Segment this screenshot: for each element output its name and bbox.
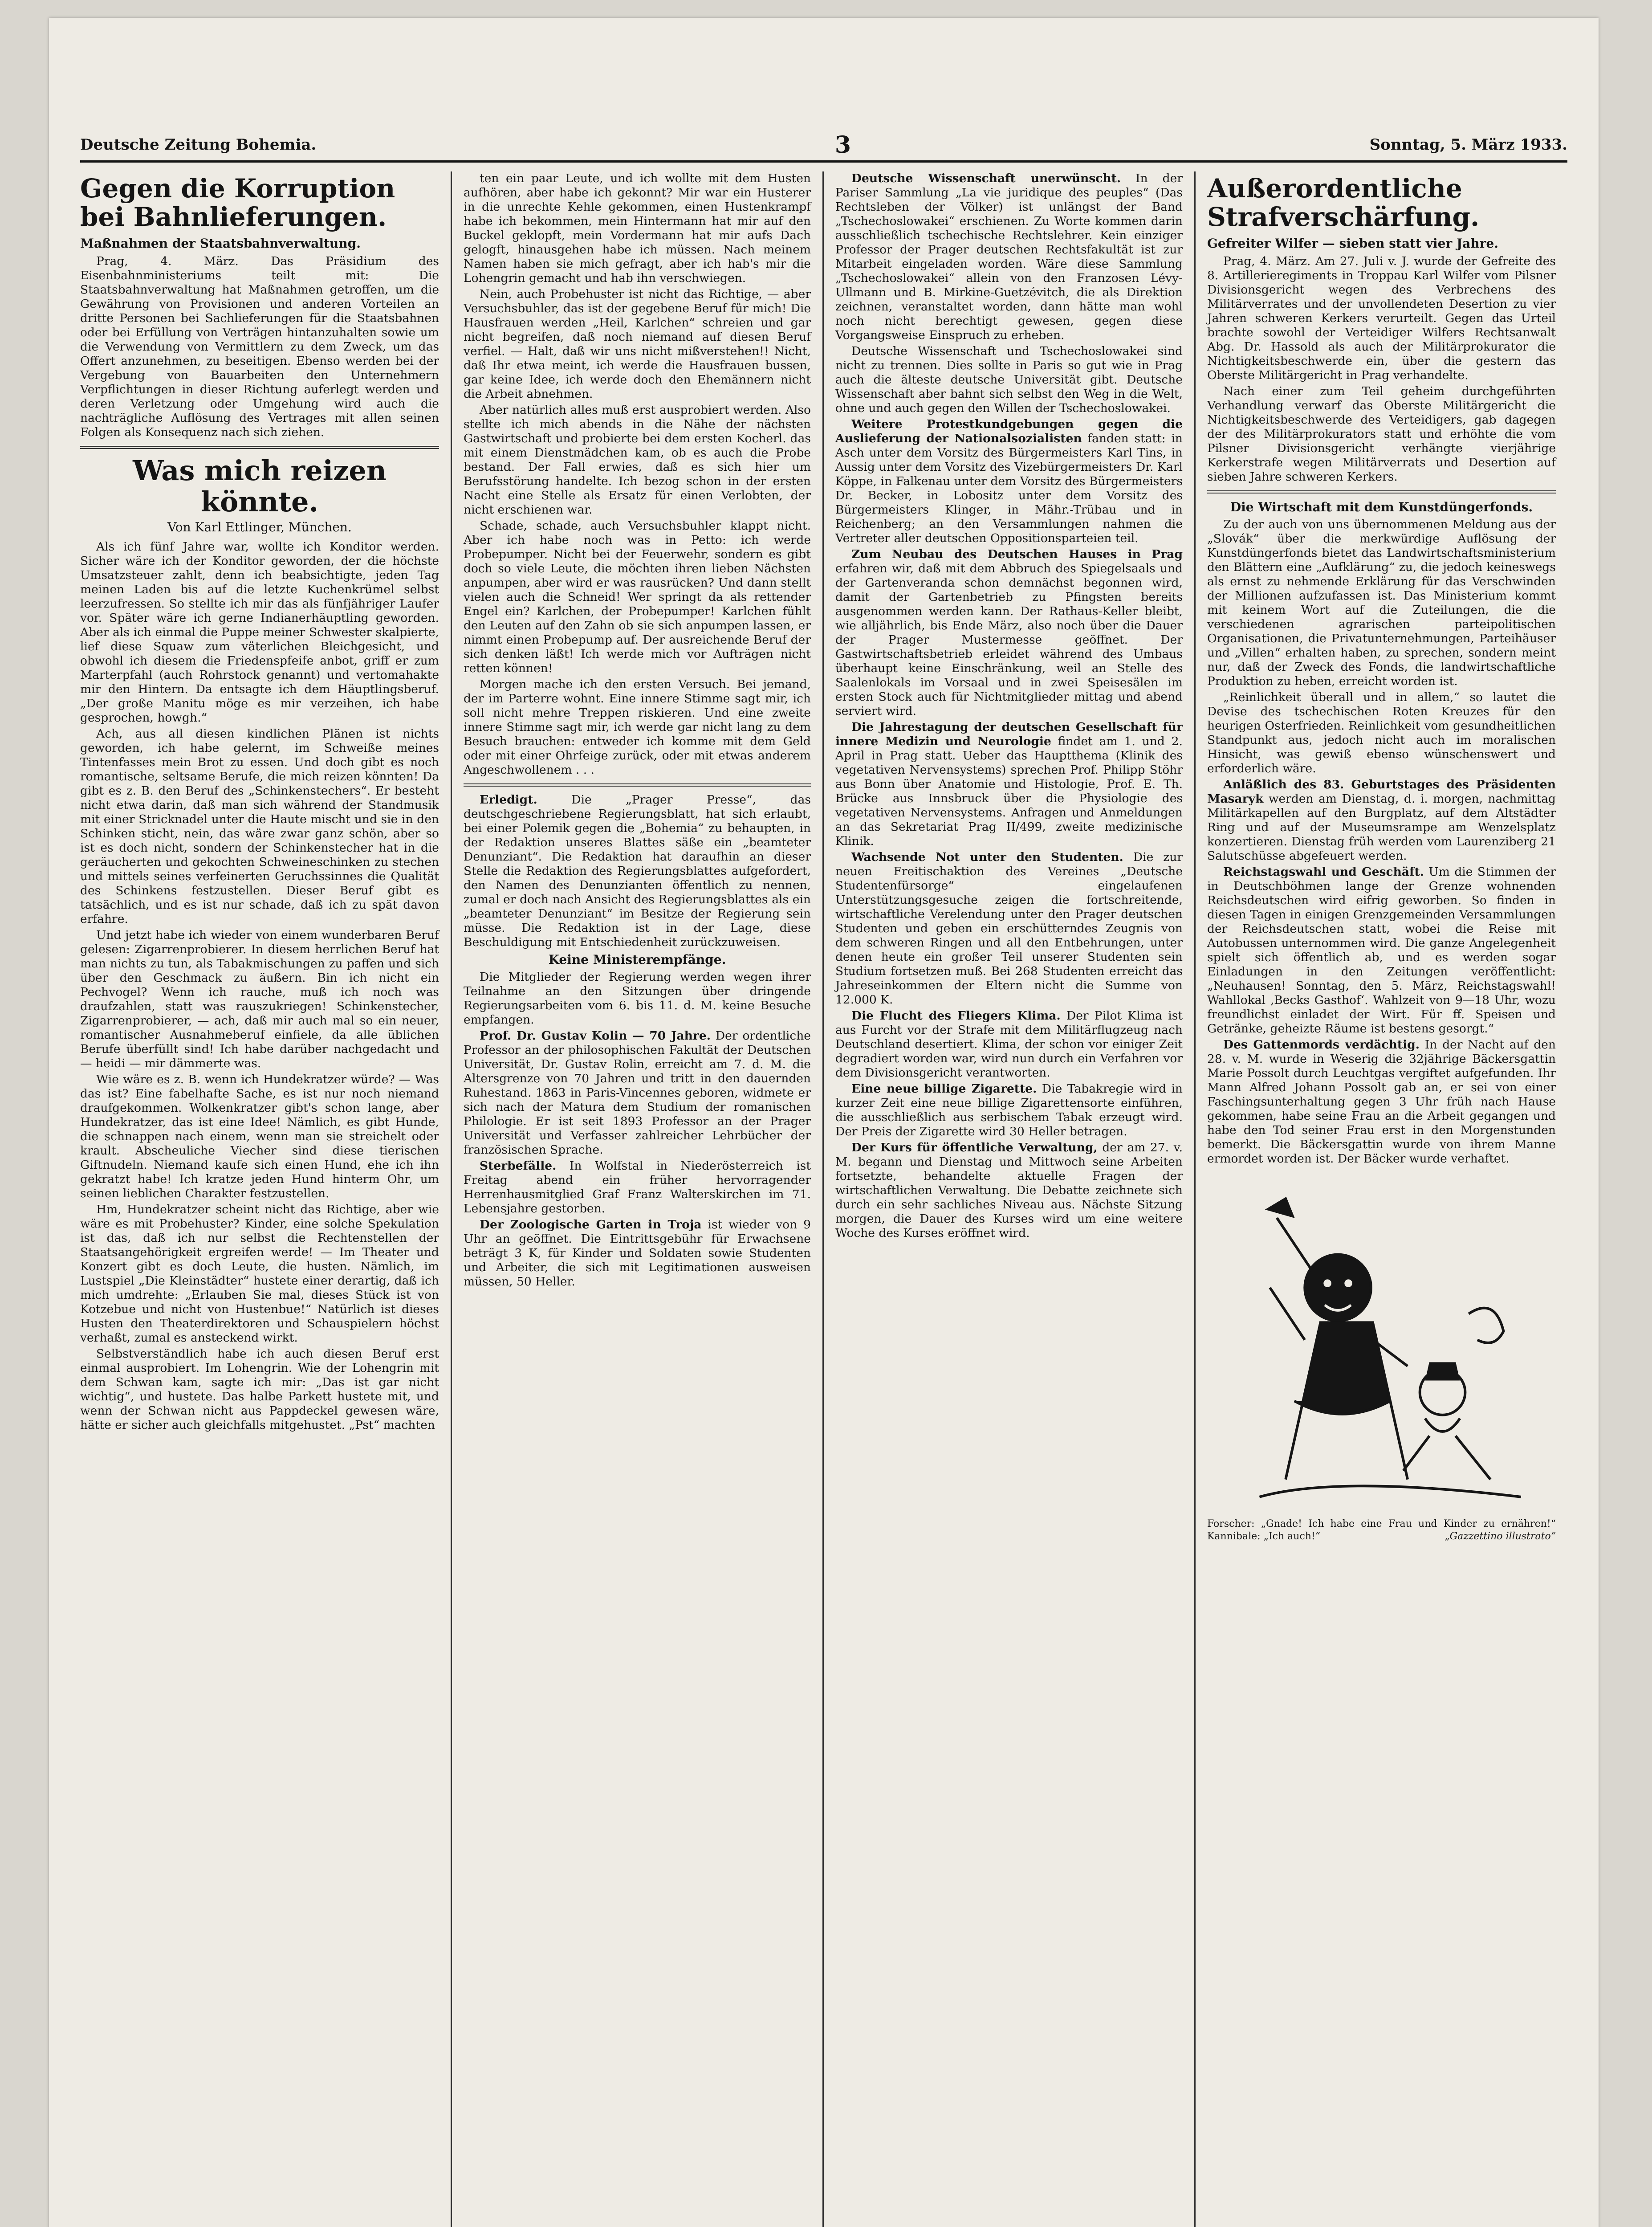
issue-date: Sonntag, 5. März 1933. <box>1369 136 1567 154</box>
news-item-head: Erledigt. <box>480 793 537 807</box>
news-item-head: Prof. Dr. Gustav Kolin — 70 Jahre. <box>480 1029 711 1043</box>
news-item <box>835 171 1183 343</box>
feuilleton-paragraph: Als ich fünf Jahre war, wollte ich Konditor werden. Sicher wäre ich der Konditor geworden, der die höchste Umsatzsteuer zahlt, denn ich beabsichtigte, jeden Tag meinen Laden bis auf die letzte Kuchenkrümel selbst leerzufressen. So stellte ich mir das als fünfjähriger Laufer vor. Später wäre ich gerne Indianerhäuptling geworden. Aber als ich einmal die Puppe meiner Schwester skalpierte, lief diese Squaw zum väterlichen Bleichgesicht, und obwohl ich diesem die Friedenspfeife anbot, griff er zum Marterpfahl (auch Rohrstock genannt) und vertomahakte mir den Hintern. Da entsagte ich dem Häuptlingsberuf. „Der große Manitu möge es mir verzeihen, ich habe gesprochen, howgh.“ <box>80 540 439 725</box>
news-item-head: Keine Ministerempfänge. <box>548 952 726 967</box>
news-item <box>835 1082 1183 1139</box>
news-item-text: Zu der auch von uns übernommenen Meldung aus der „Slovák“ über die merkwürdige Auflösung der Kunstdüngerfonds bietet das Landwirtschaftsministerium den Blättern eine „Aufklärung“ zu, die jedoch keineswegs als ernst zu nehmende Erklärung für das Verschwinden der Millionen aufzufassen ist. Das Ministerium kommt mit keinem Wort auf die Zuteilungen, die die verschiedenen agrarischen parteipolitischen Organisationen, die Privatunternehmungen, Parteihäuser und „Villen“ erhalten haben, zu sprechen, sondern meint nur, daß der Zweck des Fonds, die landwirtschaftliche Produktion zu heben, erreicht worden ist. <box>1207 518 1556 688</box>
news-item-text: der am 27. v. M. begann und Dienstag und Mittwoch seine Arbeiten fortsetzte, behandelte aktuelle Fragen der wirtschaftlichen Verwaltung. Die Debatte zeichnete sich durch ein sehr sachliches Niveau aus. Nächste Sitzung morgen, die Dauer des Kurses wird um eine weitere Woche des Kurses eröffnet wird. <box>835 1141 1183 1240</box>
cartoon-source: „Gazzettino illustrato“ <box>1444 1531 1556 1542</box>
feuilleton-paragraph: Nein, auch Probehuster ist nicht das Richtige, — aber Versuchsbuhler, das ist der gegebene Beruf für mich! Die Hausfrauen werden „Heil, Karlchen“ schreien und gar nicht begreifen, daß noch niemand auf diesen Beruf verfiel. — Halt, daß wir uns nicht mißverstehen!! Nicht, daß Ihr etwa meint, ich werde die Hausfrauen bussen, gar keine Idee, ich werde doch den Ehemännern nicht die Arbeit abnehmen. <box>464 287 811 401</box>
news-item <box>835 417 1183 546</box>
news-item-head: Die Flucht des Fliegers Klima. <box>851 1009 1061 1023</box>
article-columns <box>80 171 1567 2227</box>
news-item <box>835 547 1183 718</box>
column-1 <box>80 171 452 2227</box>
news-item-head: Des Gattenmords verdächtig. <box>1223 1038 1420 1052</box>
news-item <box>835 1141 1183 1240</box>
news-item <box>464 1029 811 1157</box>
news-item <box>835 720 1183 848</box>
news-item-text: werden am Dienstag, d. i. morgen, nachmittag Militärkapellen auf den Burgplatz, auf dem Altstädter Ring und auf der Museumsrampe am Wenzelsplatz konzertieren. Dienstag früh werden vom Laurenziberg 21 Salutschüsse abgefeuert werden. <box>1207 792 1556 863</box>
news-item-head: Anläßlich des 83. Geburtstages des Präsidenten Masaryk <box>1207 778 1556 806</box>
news-item-text: In der Pariser Sammlung „La vie juridique des peuples“ (Das Rechtsleben der Völker) ist unlängst der Band „Tschechoslowakei“ erschienen. Zu Worte kommen darin ausschließlich tschechische Rechtslehrer. Kein einziger Professor der Prager deutschen Rechtsfakultät ist zur Mitarbeit eingeladen worden. Wäre diese Sammlung „Tschechoslowakei“ allein von den Franzosen Lévy-Ullmann und B. Mirkine-Guetzévitch, die als Direktion zeichnen, veranstaltet worden, dann hätte man wohl noch nicht berechtigt gewesen, gegen diese Vorgangsweise Einspruch zu erheben. <box>835 171 1183 342</box>
news-item-head: Die Jahrestagung der deutschen Gesellschaft für innere Medizin und Neurologie <box>835 720 1183 748</box>
news-item-head: Weitere Protestkundgebungen gegen die Auslieferung der Nationalsozialisten <box>835 417 1183 445</box>
cartoon-illustration-icon <box>1207 1179 1556 1518</box>
article-paragraph: Prag, 4. März. Am 27. Juli v. J. wurde der Gefreite des 8. Artillerieregiments in Troppau Karl Wilfer vom Pilsner Divisionsgericht wegen des Verbrechens des Militärverrates und der unvollendeten Desertion zu vier Jahren schweren Kerkers verurteilt. Gegen das Urteil brachte sowohl der Verteidiger Wilfers Rechtsanwalt Abg. Dr. Hassold als auch der Militärprokurator die Nichtigkeitsbeschwerde ein, über die gestern das Oberste Militärgericht in Prag verhandelte. <box>1207 254 1556 382</box>
news-item <box>464 793 811 950</box>
news-item-text: Die zur neuen Freitischaktion des Vereines „Deutsche Studentenfürsorge“ eingelaufenen Unterstützungsgesuche zeigen die fortschreitende, wirtschaftliche Verelendung unter den Prager deutschen Studenten und geben ein erschütterndes Zeugnis von dem schweren Ringen und all den Entbehrungen, unter denen heute ein großer Teil unserer Studenten sein Studium fortsetzen muß. Bei 268 Studenten erreicht das Jahreseinkommen der Eltern nicht die Summe von 12.000 K. <box>835 850 1183 1007</box>
news-item-text: Der ordentliche Professor an der philosophischen Fakultät der Deutschen Universität, Dr. Gustav Rolin, erreicht am 7. d. M. die Altersgrenze von 70 Jahren und tritt in den dauernden Ruhestand. 1863 in Paris-Vincennes geboren, widmete er sich nach der Matura dem Studium der romanischen Philologie. Er ist seit 1893 Professor an der Prager Universität und Verfasser zahlreicher Lehrbücher der französischen Sprache. <box>464 1029 811 1157</box>
news-item-head: Wachsende Not unter den Studenten. <box>851 850 1123 864</box>
news-item <box>1207 865 1556 1036</box>
news-item-text: In der Nacht auf den 28. v. M. wurde in Weserig die 32jährige Bäckersgattin Marie Possolt durch Leuchtgas vergiftet aufgefunden. Ihr Mann Alfred Johann Possolt gab an, er sei von einer Faschingsunterhaltung gegen 3 Uhr früh nach Hause gekommen, habe seine Frau an die Arbeit gegangen und habe den Tod seiner Frau erst in den Morgenstunden bemerkt. Die Bäckersgattin wurde von ihrem Manne ermordet worden ist. Der Bäcker wurde verhaftet. <box>1207 1038 1556 1166</box>
page-header <box>80 129 1567 163</box>
article-korruption-body: Prag, 4. März. Das Präsidium des Eisenbahnministeriums teilt mit: Die Staatsbahnverwaltung hat Maßnahmen getroffen, um die Gewährung von Provisionen und anderen Vorteilen an dritte Personen bei Sachlieferungen für die Staatsbahnen oder bei Erfüllung von Verträgen hintanzuhalten sowie um die Verwendung von Vermittlern zu dem Zweck, um das Offert anzunehmen, zu beseitigen. Ebenso werden bei der Vergebung von Bauarbeiten den Unternehmern Verpflichtungen in dieser Richtung auferlegt werden und deren Verletzung oder Umgehung wird auch die nachträgliche Auflösung des Vertrages mit allen seinen Folgen als Konsequenz nach sich ziehen. <box>80 254 439 439</box>
news-item-text: Die „Prager Presse“, das deutschgeschriebene Regierungsblatt, hat sich erlaubt, bei einer Polemik gegen die „Bohemia“ zu behaupten, in der Redaktion unseres Blattes säße ein „beamteter Denunziant“. Die Redaktion hat daraufhin an dieser Stelle die Redaktion des Regierungsblattes aufgefordert, den Namen des Denunzianten öffentlich zu nennen, zumal er doch nach Ansicht des Regierungsblattes als ein „beamteter Denunziant“ im Besitze der Regierung sein müsse. Die Redaktion ist in der Lage, diese Beschuldigung mit Entschiedenheit zurückzuweisen. <box>464 793 811 949</box>
news-item-head: Eine neue billige Zigarette. <box>851 1082 1037 1096</box>
column-divider <box>464 783 811 787</box>
cartoon-caption <box>1207 1518 1556 1543</box>
news-item <box>835 850 1183 1007</box>
column-divider <box>1207 490 1556 494</box>
news-item-text: Um die Stimmen der in Deutschböhmen lange der Grenze wohnenden Reichsdeutschen wird eifrig geworben. So finden in diesen Tagen in einigen Grenzgemeinden Versammlungen der Reichsdeutschen statt, wobei die Reise mit Autobussen unternommen wird. Die ganze Angelegenheit spielt sich öffentlich ab, und es werden sogar Einladungen in den Zeitungen veröffentlicht: „Neuhausen! Sonntag, den 5. März, Reichstagswahl! Wahllokal ‚Becks Gasthof‘. Wahlzeit von 9—18 Uhr, wozu freundlichst einladet der Wirt. Für ff. Speisen und Getränke, geheizte Räume ist bestens gesorgt.“ <box>1207 865 1556 1036</box>
page-number: 3 <box>834 131 851 159</box>
news-item <box>464 1159 811 1216</box>
news-item-text: Die Tabakregie wird in kurzer Zeit eine neue billige Zigarettensorte einführen, die ausschließlich aus serbischem Tabak erzeugt wird. Der Preis der Zigarette wird 30 Heller betragen. <box>835 1082 1183 1138</box>
news-item-head: Sterbefälle. <box>480 1159 557 1173</box>
news-item-text: ist wieder von 9 Uhr an geöffnet. Die Eintrittsgebühr für Erwachsene beträgt 3 K, für Kinder und Soldaten sowie Studenten und Arbeiter, die sich mit Legitimationen ausweisen müssen, 50 Heller. <box>464 1218 811 1289</box>
news-item-text: findet am 1. und 2. April in Prag statt. Ueber das Hauptthema (Klinik des vegetativen Nervensystems) sprechen Prof. Philipp Stöhr aus Bonn über Anatomie und Histologie, Prof. E. Th. Brücke aus Innsbruck über die Physiologie des vegetativen Nervensystems. Anfragen und Anmeldungen an das Sekretariat Prag II/499, zweite medizinische Klinik. <box>835 734 1183 848</box>
subheadline-staatsbahn: Maßnahmen der Staatsbahnverwaltung. <box>80 236 361 251</box>
news-item <box>1207 778 1556 863</box>
news-item-head: Reichstagswahl und Geschäft. <box>1223 865 1424 879</box>
news-item-text: Die Mitglieder der Regierung werden wegen ihrer Teilnahme an den Sitzungen über dringende Regierungsarbeiten vom 6. bis 11. d. M. keine Besuche empfangen. <box>464 970 811 1027</box>
news-item-head: Die Wirtschaft mit dem Kunstdüngerfonds. <box>1230 500 1533 514</box>
news-item-text: „Reinlichkeit überall und in allem,“ so lautet die Devise des tschechischen Roten Kreuzes für den heurigen Osterfrieden. Reinlichkeit vom gesundheitlichen Standpunkt aus, jedoch nicht auch im moralischen Hinsicht, was gewiß ebenso wünschenswert und erforderlich wäre. <box>1207 690 1556 775</box>
feuilleton-paragraph: Morgen mache ich den ersten Versuch. Bei jemand, der im Parterre wohnt. Eine innere Stimme sagt mir, ich soll nicht mehre Treppen riskieren. Und eine zweite innere Stimme sagt mir, ich werde gar nicht lang zu dem Besuch brauchen: entweder ich komme mit dem Geld oder mit einer Ohrfeige zurück, oder mit etwas anderem Angeschwollenem . . . <box>464 677 811 777</box>
feuilleton-paragraph: Und jetzt habe ich wieder von einem wunderbaren Beruf gelesen: Zigarrenprobierer. In diesem herrlichen Beruf hat man nichts zu tun, als Tabakmischungen zu paffen und sich über den Geschmack zu äußern. Bin ich nicht ein Pechvogel? Wenn ich rauche, muß ich noch was draufzahlen, statt was rauszukriegen! Schinkenstecher, Zigarrenprobierer, — ach, daß mir auch mal so ein neuer, romantischer Ausnahmeberuf einfiele, da alle üblichen Berufe überfüllt sind! Ich habe darüber nachgedacht und — heidi — mir dämmerte was. <box>80 928 439 1070</box>
feuilleton-title: Was mich reizen könnte. <box>133 454 387 518</box>
news-item-text: In Wolfstal in Niederösterreich ist Freitag abend ein früher hervorragender Herrenhausmitglied Graf Franz Walterskirchen im 71. Lebensjahre gestorben. <box>464 1159 811 1215</box>
cartoon <box>1207 1179 1556 1543</box>
news-item-head: Zum Neubau des Deutschen Hauses in Prag <box>851 547 1183 561</box>
column-divider <box>80 446 439 449</box>
feuilleton-paragraph: Ach, aus all diesen kindlichen Plänen ist nichts geworden, ich habe gelernt, im Schweiße meines Tintenfasses mein Brot zu essen. Und doch gibt es noch romantische, seltsame Berufe, die mich reizen könnten! Da gibt es z. B. den Beruf des „Schinkenstechers“. Er besteht nicht etwa darin, daß man sich während der Standmusik mit einer Stricknadel unter die Haute mischt und sie in den Schinken sticht, nein, das wäre zwar ganz schön, aber so ist es doch nicht, sondern der Schinkenstecher hat in die geräucherten und gekochten Schweineschinken zu stechen und mittels seines verfeinerten Geruchssinnes die Qualität des Schinkens festzustellen. Dieser Beruf gibt es tatsächlich, und es ist nur schade, daß ich zu spät davon erfahre. <box>80 727 439 926</box>
article-paragraph: Nach einer zum Teil geheim durchgeführten Verhandlung verwarf das Oberste Militärgericht die Nichtigkeitsbeschwerde des Verteidigers, gab dagegen der des Militärprokurators statt und erhöhte die vom Pilsner Divisionsgericht verhängte vierjährige Kerkerstrafe wegen Militärverrats und Desertion auf sieben Jahre schweren Kerkers. <box>1207 384 1556 484</box>
feuilleton-paragraph: Hm, Hundekratzer scheint nicht das Richtige, aber wie wäre es mit Probehuster? Kinder, eine solche Spekulation ist das, daß ich nur selbst die Rechtenstellen der Staatsangehörigkeit ergreifen werde! — Im Theater und Konzert gibt es doch Leute, die husten. Nämlich, im Lustspiel „Die Kleinstädter“ hustete einer derartig, daß ich mich umdrehte: „Erlauben Sie mal, dieses Stück ist von Kotzebue und nicht von Hustenbue!“ Natürlich ist dieses Husten den Theaterdirektoren und Schauspielern höchst verhaßt, zumal es ansteckend wirkt. <box>80 1203 439 1345</box>
column-2 <box>452 171 824 2227</box>
news-item-head: Der Zoologische Garten in Troja <box>480 1218 702 1232</box>
news-item-text: erfahren wir, daß mit dem Abbruch des Spiegelsaals und der Gartenveranda schon demnächst begonnen wird, damit der Gartenbetrieb zu Pfingsten bereits ausgenommen werden kann. Der Rathaus-Keller bleibt, wie alljährlich, bis Ende März, also noch über die Dauer der Prager Mustermesse geöffnet. Der Gastwirtschaftsbetrieb erleidet während des Umbaus überhaupt keine Einschränkung, weil an Stelle des Saalenlokals im Vorsaal und in zwei Speisesälen im ersten Stock auch für Nichtmitglieder mittag und abend serviert wird. <box>835 562 1183 718</box>
news-item <box>464 1218 811 1289</box>
news-item-text: Deutsche Wissenschaft und Tschechoslowakei sind nicht zu trennen. Dies sollte in Paris so gut wie in Prag auch die älteste deutsche Universität gibt. Deutsche Wissenschaft aber bahnt sich selbst den Weg in die Welt, ohne und auch gegen den Willen der Tschechoslowakei. <box>835 344 1183 415</box>
headline-strafverschaerfung: Außerordentliche Strafverschärfung. <box>1207 173 1480 232</box>
feuilleton-paragraph: Aber natürlich alles muß erst ausprobiert werden. Also stellte ich mich abends in die Nähe der nächsten Gastwirtschaft und probierte bei dem ersten Kocherl. das mit einem Dienstmädchen kam, ob es auch die Probe bestand. Der Fall erwies, daß es sich hier um Berufsstörung handelte. Ich bezog schon in der ersten Nacht eine Stelle als Ersatz für einen Verlobten, der nicht erschienen war. <box>464 403 811 517</box>
news-item <box>1207 1038 1556 1166</box>
feuilleton-byline: Von Karl Ettlinger, München. <box>167 520 352 534</box>
newspaper-name: Deutsche Zeitung Bohemia. <box>80 136 317 154</box>
column-3 <box>824 171 1196 2227</box>
news-item-text: Der Pilot Klima ist aus Furcht vor der Strafe mit dem Militärflugzeug nach Deutschland desertiert. Klima, der schon vor einiger Zeit degradiert worden war, wird nun durch ein Verfahren vor dem Divisionsgericht verantworten. <box>835 1009 1183 1080</box>
feuilleton-paragraph: Schade, schade, auch Versuchsbuhler klappt nicht. Aber ich habe noch was in Petto: ich werde Probepumper. Nicht bei der Feuerwehr, sondern es gibt doch so viele Leute, die möchten ihren lieben Nächsten anpumpen, aber wird er was rausrücken? Und dann stellt vielen auch die Schneid! Wer springt da als rettender Engel ein? Karlchen, der Probepumper! Karlchen fühlt den Leuten auf den Zahn ob sie sich anpumpen lassen, er nimmt einen Probepump auf. Der ausreichende Beruf der sich denken läßt! Ich werde mich vor Aufträgen nicht retten können! <box>464 519 811 675</box>
feuilleton-paragraph: Wie wäre es z. B. wenn ich Hundekratzer würde? — Was das ist? Eine fabelhafte Sache, es ist nur noch niemand draufgekommen. Wolkenkratzer gibt's schon lange, aber Hundekratzer, das ist eine Idee! Nämlich, es gibt Hunde, die schnappen nach einem, wenn man sie streichelt oder krault. Abscheuliche Viecher sind diese tierischen Giftnudeln. Niemand kaufe sich einen Hund, ehe ich ihn gekratzt habe! Ich kratze jeden Hund hinterm Ohr, um seinen lieblichen Charakter festzustellen. <box>80 1073 439 1200</box>
headline-korruption: Gegen die Korruption bei Bahnlieferungen. <box>80 173 395 232</box>
subheadline-wilfer: Gefreiter Wilfer — sieben statt vier Jahre. <box>1207 236 1499 251</box>
cartoon-dialogue: Forscher: „Gnade! Ich habe eine Frau und Kinder zu ernähren!“ Kannibale: „Ich auch!“ <box>1207 1518 1556 1542</box>
newspaper-page <box>49 18 1599 2227</box>
feuilleton-paragraph: Selbstverständlich habe ich auch diesen Beruf erst einmal ausprobiert. Im Lohengrin. Wie der Lohengrin mit dem Schwan kam, sagte ich mir: „Das ist gar nicht wichtig“, und hustete. Das halbe Parkett hustete mit, und wenn der Schwan nicht aus Pappdeckel gewesen wäre, hätte er sicher auch gleichfalls mitgehustet. „Pst“ machten <box>80 1347 439 1432</box>
column-4 <box>1196 171 1567 2227</box>
news-item-text: fanden statt: in Asch unter dem Vorsitz des Bürgermeisters Karl Tins, in Aussig unter dem Vorsitz des Vizebürgermeisters Dr. Karl Köppe, in Falkenau unter dem Vorsitz des Bürgermeisters Dr. Becker, in Lobositz unter dem Vorsitz des Bürgermeisters Klinger, in Mähr.-Trübau und in Reichenberg; an den Versammlungen nahmen die Vertreter aller deutschen Oppositionsparteien teil. <box>835 432 1183 545</box>
news-item <box>835 1009 1183 1080</box>
news-item-head: Der Kurs für öffentliche Verwaltung, <box>851 1141 1098 1154</box>
feuilleton-paragraph: ten ein paar Leute, und ich wollte mit dem Husten aufhören, aber habe ich gekonnt? Mir war ein Husterer in die unrechte Kehle gekommen, einen Hustenkrampf habe ich bekommen, mein Hintermann hat mir auf den Buckel geklopft, mein Vordermann hat mir aufs Dach gelogft, hinausgehen habe ich müssen. Nach meinem Namen haben sie mich gefragt, aber ich hab's mir die Lohengrin gemacht und hab ihn verschwiegen. <box>464 171 811 285</box>
news-item-head: Deutsche Wissenschaft unerwünscht. <box>851 171 1121 185</box>
